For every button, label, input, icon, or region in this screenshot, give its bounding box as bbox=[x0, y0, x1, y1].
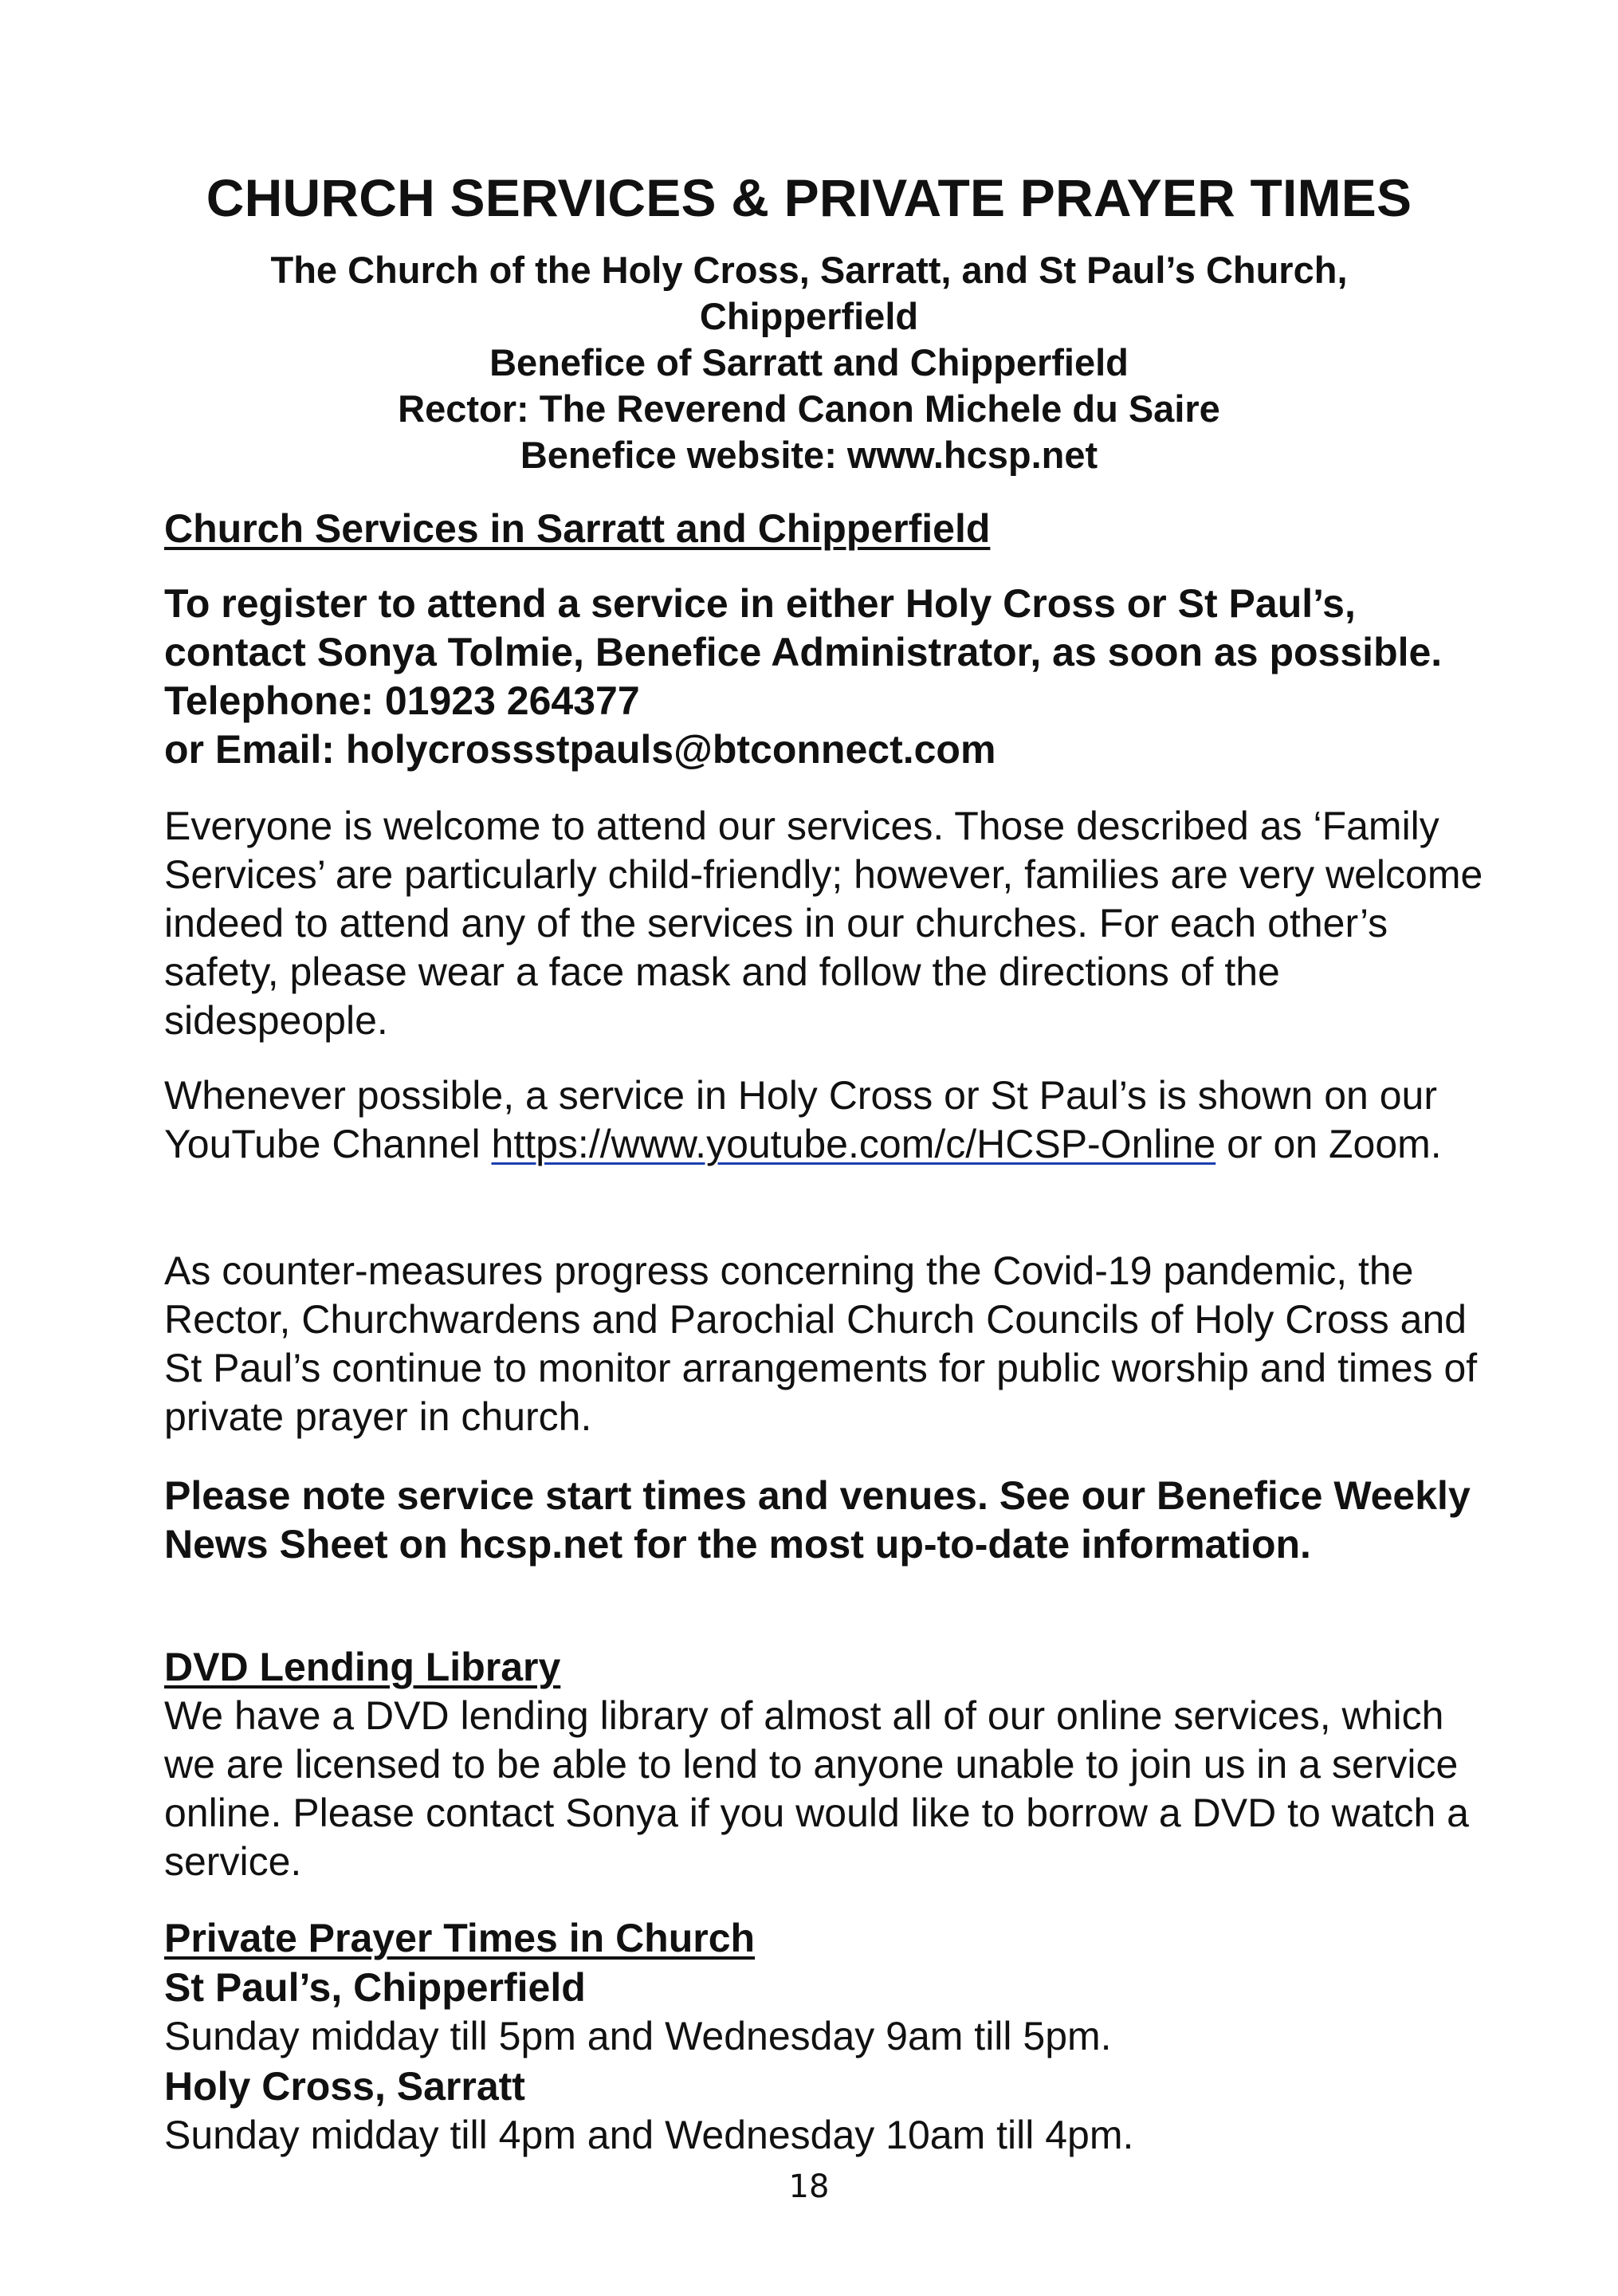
header-benefice: Benefice of Sarratt and Chipperfield bbox=[489, 341, 1129, 383]
church-st-pauls-name: St Paul’s, Chipperfield bbox=[164, 1965, 586, 2010]
dvd-heading: DVD Lending Library bbox=[164, 1645, 561, 1689]
covid-paragraph: As counter-measures progress concerning the Covid-19 pandemic, the Rector, Churchwardens and Parochial Church Councils of Holy Cross and St Paul’s continue to monitor arrangements for public worship and times of private prayer in church. bbox=[164, 1248, 1478, 1439]
services-heading: Church Services in Sarratt and Chipperfield bbox=[164, 506, 991, 551]
prayer-heading: Private Prayer Times in Church bbox=[164, 1916, 756, 1960]
page-number: 18 bbox=[788, 2168, 830, 2205]
register-paragraph bbox=[164, 580, 1487, 774]
church-holy-cross-times: Sunday midday till 4pm and Wednesday 10am till 4pm. bbox=[164, 2113, 1134, 2157]
header-website: Benefice website: www.hcsp.net bbox=[520, 434, 1098, 476]
note-paragraph: Please note service start times and venues. See our Benefice Weekly News Sheet on hcsp.net for the most up-to-date information. bbox=[164, 1473, 1471, 1567]
header-rector: Rector: The Reverend Canon Michele du Saire bbox=[398, 387, 1220, 430]
email-line: or Email: holycrossstpauls@btconnect.com bbox=[164, 727, 996, 772]
church-holy-cross-name: Holy Cross, Sarratt bbox=[164, 2064, 525, 2109]
register-text: To register to attend a service in either Holy Cross or St Paul’s, contact Sonya Tolmie, Benefice Administrator, as soon as possible. Telephone: 01923 264377 bbox=[164, 581, 1443, 723]
dvd-paragraph: We have a DVD lending library of almost all of our online services, which we are licensed to be able to lend to anyone unable to join us in a service online. Please contact Sonya if you would like to borrow a DVD to watch a service. bbox=[164, 1693, 1469, 1884]
welcome-paragraph: Everyone is welcome to attend our services. Those described as ‘Family Services’ are particularly child-friendly; however, families are very welcome indeed to attend any of the services in our churches. For each other’s safety, please wear a face mask and follow the directions of the sidespeople. bbox=[164, 804, 1483, 1043]
youtube-text-before: Whenever possible, a service in Holy Cross or St Paul’s is shown on our YouTube Channel bbox=[164, 1073, 1437, 1166]
youtube-link[interactable]: https://www.youtube.com/c/HCSP-Online bbox=[491, 1122, 1216, 1166]
church-st-pauls-times: Sunday midday till 5pm and Wednesday 9am till 5pm. bbox=[164, 2014, 1112, 2058]
header-churches-line: The Church of the Holy Cross, Sarratt, and St Paul’s Church, bbox=[270, 249, 1348, 291]
page-title: CHURCH SERVICES & PRIVATE PRAYER TIMES bbox=[206, 168, 1412, 227]
youtube-text-after: or on Zoom. bbox=[1215, 1122, 1442, 1166]
header-churches-line-2: Chipperfield bbox=[699, 295, 919, 337]
youtube-paragraph bbox=[164, 1071, 1487, 1169]
